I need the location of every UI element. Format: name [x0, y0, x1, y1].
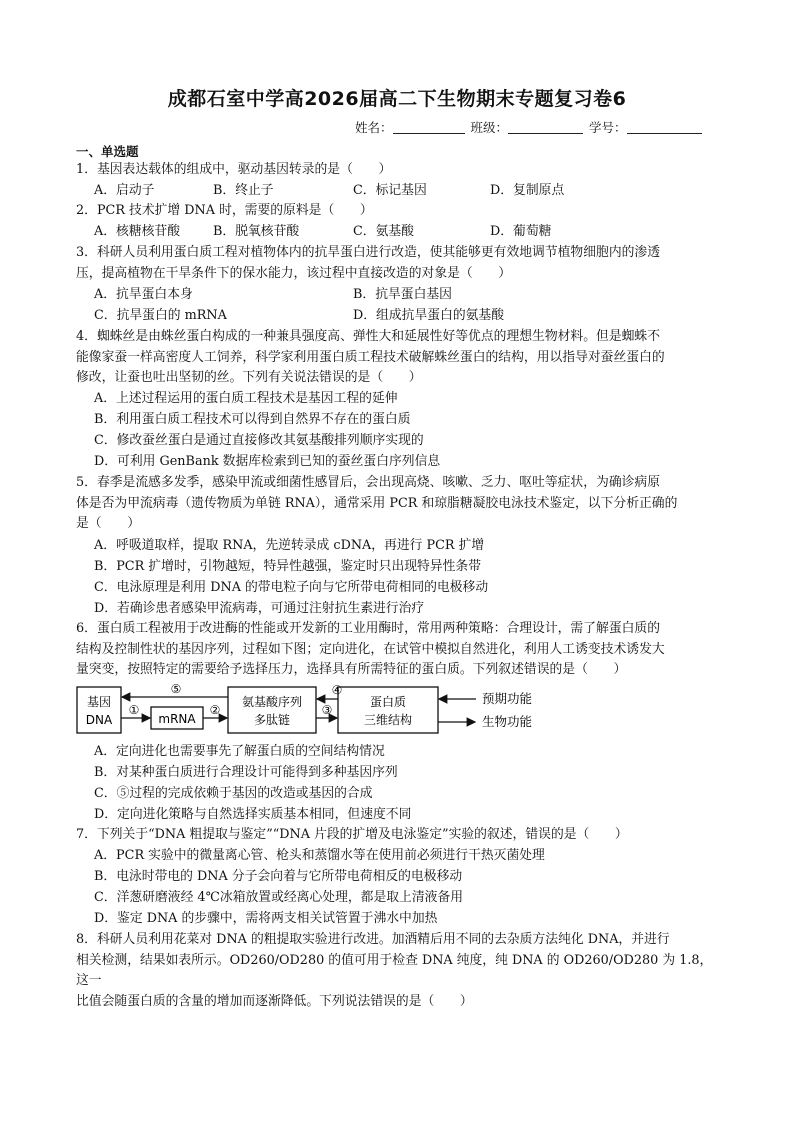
step-1-label: ① [128, 703, 140, 717]
question-stem-line: 体是否为甲流病毒（遗传物质为单链 RNA），通常采用 PCR 和琼脂糖凝胶电泳技术鉴定，以下分析正确的 [76, 495, 678, 511]
option-a[interactable]: A．启动子 [94, 183, 155, 198]
option-b[interactable]: B．对某种蛋白质进行合理设计可能得到多种基因序列 [94, 765, 398, 780]
option-c[interactable]: C．氨基酸 [353, 224, 414, 239]
class-label: 班级： [470, 120, 509, 135]
question-5 [76, 473, 721, 535]
step-5-label: ⑤ [170, 683, 182, 696]
question-stem-line: 是（ ） [76, 516, 140, 531]
question-stem-line: 相关检测，结果如表所示。OD260/OD280 的值可用于检查 DNA 纯度，纯 DNA 的 OD260/OD280 为 1.8，这一 [76, 952, 713, 988]
question-6 [76, 619, 721, 681]
option-b[interactable]: B．PCR 扩增时，引物越短，特异性越强，鉴定时只出现特异性条带 [94, 559, 482, 574]
option-d[interactable]: D．复制原点 [490, 183, 565, 198]
gene-label-1: 基因 [86, 695, 112, 709]
option-b[interactable]: B．抗旱蛋白基因 [353, 287, 452, 302]
question-stem-line: 8．科研人员利用花菜对 DNA 的粗提取实验进行改进。加酒精后用不同的去杂质方法纯化 DNA，并进行 [76, 932, 670, 947]
option-c[interactable]: C．修改蚕丝蛋白是通过直接修改其氨基酸排列顺序实现的 [94, 433, 424, 448]
step-4-label: ④ [331, 683, 343, 697]
question-8 [76, 930, 721, 1012]
option-d[interactable]: D．若确诊患者感染甲流病毒，可通过注射抗生素进行治疗 [94, 601, 425, 616]
question-3 [76, 243, 721, 284]
question-stem-line: 量突变，按照特定的需要给予选择压力，选择具有所需特征的蛋白质。下列叙述错误的是（ ） [76, 662, 627, 677]
section-heading: 一、单选题 [76, 144, 139, 159]
option-b[interactable]: B．电泳时带电的 DNA 分子会向着与它所带电荷相反的电极移动 [94, 869, 463, 884]
question-stem-line: 修改，让蚕也吐出坚韧的丝。下列有关说法错误的是（ ） [76, 370, 422, 385]
question-stem: 2．PCR 技术扩增 DNA 时，需要的原料是（ ） [76, 203, 373, 218]
aa-label-2: 多肽链 [253, 713, 291, 727]
question-7 [76, 825, 721, 846]
biological-function-label: 生物功能 [482, 714, 533, 729]
question-2 [76, 201, 721, 222]
option-c[interactable]: C．标记基因 [353, 183, 427, 198]
question-stem-line: 4．蜘蛛丝是由蛛丝蛋白构成的一种兼具强度高、弹性大和延展性好等优点的理想生物材料。但是蜘蛛不 [76, 329, 661, 344]
option-a[interactable]: A．上述过程运用的蛋白质工程技术是基因工程的延伸 [94, 391, 398, 406]
question-stem: 7．下列关于“DNA 粗提取与鉴定”“DNA 片段的扩增及电泳鉴定”实验的叙述，错误的是（ ） [76, 827, 628, 842]
question-1 [76, 160, 721, 181]
step-2-label: ② [209, 703, 221, 717]
option-a[interactable]: A．PCR 实验中的微量离心管、枪头和蒸馏水等在使用前必须进行干热灭菌处理 [94, 848, 545, 863]
question-stem-line: 能像家蚕一样高密度人工饲养，科学家利用蛋白质工程技术破解蛛丝蛋白的结构，用以指导对蚕丝蛋白的 [76, 349, 665, 365]
option-c[interactable]: C．⑤过程的完成依赖于基因的改造或基因的合成 [94, 786, 373, 801]
option-a[interactable]: A．核糖核苷酸 [94, 224, 181, 239]
option-b[interactable]: B．终止子 [213, 183, 274, 198]
option-b[interactable]: B．脱氧核苷酸 [213, 224, 300, 239]
aa-label-1: 氨基酸序列 [241, 695, 303, 709]
id-blank[interactable] [627, 121, 702, 134]
option-d[interactable]: D．葡萄糖 [490, 224, 552, 239]
question-stem-line: 比值会随蛋白质的含量的增加而逐渐降低。下列说法错误的是（ ） [76, 993, 473, 1009]
gene-label-2: DNA [85, 713, 113, 727]
student-info [355, 118, 704, 136]
option-d[interactable]: D．可利用 GenBank 数据库检索到已知的蚕丝蛋白序列信息 [94, 454, 441, 469]
protein-engineering-diagram [76, 683, 556, 741]
option-c[interactable]: C．电泳原理是利用 DNA 的带电粒子向与它所带电荷相同的电极移动 [94, 580, 489, 595]
step-3-label: ③ [321, 703, 333, 717]
option-c[interactable]: C．洋葱研磨液经 4℃冰箱放置或经离心处理，都是取上清液备用 [94, 890, 464, 905]
question-stem-line: 3．科研人员利用蛋白质工程对植物体内的抗旱蛋白进行改造，使其能够更有效地调节植物细胞内的渗透 [76, 245, 661, 260]
option-a[interactable]: A．定向进化也需要事先了解蛋白质的空间结构情况 [94, 744, 385, 759]
class-blank[interactable] [508, 121, 583, 134]
question-stem-line: 压，提高植物在干旱条件下的保水能力，该过程中直接改造的对象是（ ） [76, 265, 512, 281]
option-d[interactable]: D．定向进化策略与自然选择实质基本相同，但速度不同 [94, 807, 412, 822]
option-a[interactable]: A．呼吸道取样，提取 RNA，先逆转录成 cDNA，再进行 PCR 扩增 [94, 538, 485, 553]
page-title: 成都石室中学高2026届高二下生物期末专题复习卷6 [167, 88, 627, 110]
expected-function-label: 预期功能 [482, 691, 533, 706]
protein-label-1: 蛋白质 [369, 695, 407, 709]
protein-label-2: 三维结构 [363, 713, 413, 727]
mrna-label: mRNA [158, 712, 196, 726]
question-stem-line: 5．春季是流感多发季，感染甲流或细菌性感冒后，会出现高烧、咳嗽、乏力、呕吐等症状，为确诊病原 [76, 475, 661, 490]
option-d[interactable]: D．鉴定 DNA 的步骤中，需将两支相关试管置于沸水中加热 [94, 911, 438, 926]
question-stem: 1．基因表达载体的组成中，驱动基因转录的是（ ） [76, 162, 392, 177]
option-c[interactable]: C．抗旱蛋白的 mRNA [94, 308, 227, 323]
option-b[interactable]: B．利用蛋白质工程技术可以得到自然界不存在的蛋白质 [94, 412, 411, 427]
name-label: 姓名： [355, 120, 393, 135]
option-d[interactable]: D．组成抗旱蛋白的氨基酸 [353, 308, 505, 323]
id-label: 学号： [589, 120, 627, 135]
question-stem-line: 结构及控制性状的基因序列，过程如下图；定向进化，在试管中模拟自然进化，利用人工诱变技术诱发大 [76, 641, 665, 657]
option-a[interactable]: A．抗旱蛋白本身 [94, 287, 193, 302]
question-4 [76, 327, 721, 389]
name-blank[interactable] [393, 121, 465, 134]
question-stem-line: 6．蛋白质工程被用于改进酶的性能或开发新的工业用酶时，常用两种策略：合理设计，需了解蛋白质的 [76, 621, 661, 636]
